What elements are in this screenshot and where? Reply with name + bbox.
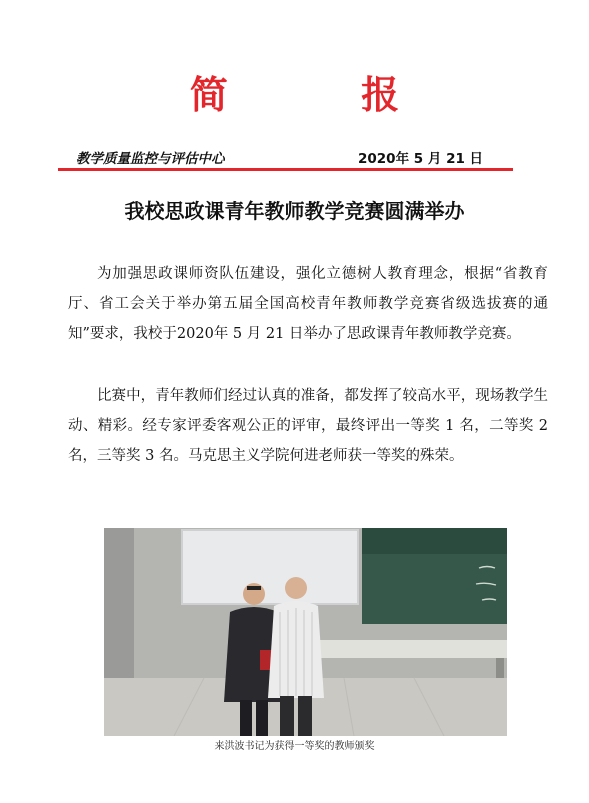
article-body-1 — [68, 259, 548, 349]
award-photo-illustration — [104, 528, 507, 736]
issue-date: 2020年 5 月 21 日 — [358, 151, 484, 167]
award-photo — [104, 528, 507, 736]
article-body-2 — [68, 381, 548, 471]
photo-caption: 来洪波书记为获得一等奖的教师颁奖 — [214, 741, 375, 752]
paragraph: 比赛中，青年教师们经过认真的准备，都发挥了较高水平，现场教学生动、精彩。经专家评委客观公正的评审，最终评出一等奖 1 名，二等奖 2 名，三等奖 3 名。马克思主义学院何进老师获一等奖的殊荣。 — [68, 388, 548, 464]
organization-name: 教学质量监控与评估中心 — [76, 151, 225, 167]
paragraph: 为加强思政课师资队伍建设，强化立德树人教育理念，根据“省教育厅、省工会关于举办第五届全国高校青年教师教学竞赛省级选拔赛的通知”要求，我校于2020年 5 月 21 日举办了思政课青年教师教学竞赛。 — [68, 266, 548, 342]
header-divider — [58, 168, 513, 171]
masthead-title: 简 报 — [189, 72, 460, 117]
header-meta — [76, 145, 510, 167]
article-headline: 我校思政课青年教师教学竞赛圆满举办 — [124, 199, 465, 223]
